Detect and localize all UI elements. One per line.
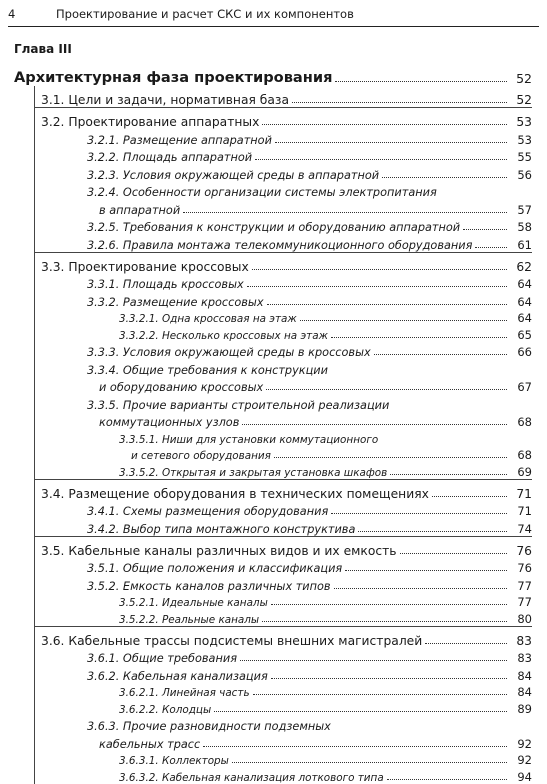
toc-entry-text: 3.1. Цели и задачи, нормативная база — [41, 93, 289, 107]
toc-entry[interactable] — [35, 342, 532, 360]
toc-entry-continuation[interactable] — [35, 446, 532, 463]
toc-dot-leader — [240, 660, 507, 661]
toc-entry-text: коммутационных узлов — [99, 416, 240, 429]
toc-entry[interactable] — [35, 129, 532, 147]
toc-entry-page: 77 — [517, 595, 532, 609]
toc-entry[interactable] — [35, 767, 532, 784]
toc-section-3-4 — [34, 480, 532, 537]
toc-entry[interactable] — [35, 558, 532, 576]
toc-dot-leader — [334, 588, 507, 589]
toc-entry[interactable] — [35, 108, 532, 129]
toc-entry-page: 83 — [516, 633, 532, 648]
toc-entry-page: 84 — [517, 685, 532, 699]
toc-dot-leader — [335, 81, 507, 82]
toc-entry-text: кабельных трасс — [99, 737, 201, 751]
toc-entry[interactable] — [35, 359, 532, 377]
toc-entry-page: 92 — [517, 753, 532, 767]
toc-entry-page: 69 — [517, 464, 532, 479]
toc-entry-page: 68 — [517, 415, 532, 429]
toc-entry[interactable] — [35, 291, 532, 309]
toc-entry-page: 77 — [517, 578, 532, 593]
toc-entry-text: в аппаратной — [99, 203, 181, 217]
toc-dot-leader — [275, 142, 507, 143]
toc-entry-text: 3.4.2. Выбор типа монтажного конструктива — [87, 522, 356, 536]
toc-entry-text: 3.6.2.2. Колодцы — [119, 703, 212, 716]
toc-dot-leader — [432, 496, 507, 497]
toc-entry[interactable] — [35, 665, 532, 683]
toc-section-3-5 — [34, 537, 532, 627]
toc-dot-leader — [232, 762, 507, 763]
toc-entry[interactable] — [35, 683, 532, 700]
toc-entry-page: 83 — [517, 651, 532, 665]
toc-entry-text: 3.2.2. Площадь аппаратной — [87, 151, 253, 164]
toc-chapter-entry[interactable] — [14, 64, 532, 86]
toc-entry-text: 3.6.1. Общие требования — [87, 652, 237, 665]
toc-entry-page: 55 — [517, 150, 532, 164]
toc-entry[interactable] — [35, 325, 532, 342]
toc-dot-leader — [262, 124, 507, 125]
toc-entry-page: 76 — [517, 561, 532, 575]
toc-dot-leader — [203, 746, 507, 747]
toc-dot-leader — [463, 229, 507, 230]
toc-dot-leader — [387, 779, 507, 780]
toc-dot-leader — [390, 474, 507, 475]
toc-entry-text: 3.5. Кабельные каналы различных видов и их емкость — [41, 543, 397, 558]
toc-dot-leader — [475, 247, 507, 248]
toc-entry-text: 3.5.2. Емкость каналов различных типов — [87, 579, 331, 593]
toc-entry[interactable] — [35, 164, 532, 182]
toc-entry-text: и сетевого оборудования — [131, 450, 271, 462]
toc-entry-page: 71 — [516, 486, 532, 501]
toc-entry[interactable] — [35, 575, 532, 593]
toc-entry-text: 3.6.3. Прочие разновидности подземных — [87, 720, 532, 733]
toc-entry[interactable] — [35, 234, 532, 252]
toc-entry-text: 3.5.2.2. Реальные каналы — [119, 613, 260, 626]
toc-entry[interactable] — [35, 751, 532, 768]
toc-entry-page: 66 — [517, 345, 532, 359]
toc-entry-text: 3.5.2.1. Идеальные каналы — [119, 597, 268, 609]
toc-entry-text: 3.6.3.2. Кабельная канализация лоткового типа — [119, 771, 384, 784]
toc-entry-page: 56 — [517, 167, 532, 182]
toc-dot-leader — [271, 604, 507, 605]
toc-dot-leader — [292, 102, 507, 103]
toc-dot-leader — [253, 694, 507, 695]
toc-entry[interactable] — [35, 480, 532, 501]
toc-entry[interactable] — [35, 394, 532, 412]
toc-entry-text: 3.3.2.2. Несколько кроссовых на этаж — [119, 329, 328, 342]
toc-dot-leader — [267, 304, 507, 305]
toc-section-3-2 — [34, 108, 532, 253]
toc-section-3-1 — [34, 86, 532, 108]
toc-dot-leader — [358, 531, 507, 532]
toc-entry-text: 3.2.1. Размещение аппаратной — [87, 133, 272, 147]
toc-entry-page: 61 — [517, 237, 532, 252]
toc-dot-leader — [400, 553, 507, 554]
toc-entry-page: 53 — [517, 132, 532, 147]
toc-entry[interactable] — [35, 593, 532, 610]
toc-entry-text: 3.2.4. Особенности организации системы электропитания — [87, 186, 532, 199]
toc-entry-text: 3.5.1. Общие положения и классификация — [87, 562, 343, 575]
page-header — [8, 4, 539, 27]
toc-entry-text: и оборудованию кроссовых — [99, 381, 264, 394]
toc-dot-leader — [214, 711, 507, 712]
toc-entry-page: 52 — [516, 93, 532, 107]
toc-entry[interactable] — [35, 648, 532, 666]
toc-entry-text: 3.6.2. Кабельная канализация — [87, 669, 268, 683]
toc-entry-page: 94 — [517, 769, 532, 784]
toc-dot-leader — [266, 389, 507, 390]
toc-entry-text: 3.4.1. Схемы размещения оборудования — [87, 505, 329, 518]
toc-dot-leader — [274, 457, 507, 458]
toc-entry[interactable] — [35, 86, 532, 107]
toc-entry[interactable] — [35, 699, 532, 716]
toc-entry-page: 64 — [517, 277, 532, 291]
toc-entry-page: 62 — [516, 259, 532, 274]
toc-entry[interactable] — [35, 627, 532, 648]
toc-entry-page: 76 — [516, 543, 532, 558]
table-of-contents — [14, 62, 532, 784]
toc-entry[interactable] — [35, 609, 532, 626]
toc-section-3-6 — [34, 627, 532, 784]
toc-entry-page: 52 — [516, 71, 532, 86]
toc-entry-text: 3.3.2.1. Одна кроссовая на этаж — [119, 313, 297, 325]
toc-entry-page: 67 — [517, 380, 532, 394]
toc-entry-text: 3.3.4. Общие требования к конструкции — [87, 364, 532, 377]
toc-entry[interactable] — [35, 217, 532, 235]
running-title: Проектирование и расчет СКС и их компонентов — [56, 7, 354, 21]
toc-dot-leader — [242, 424, 507, 425]
toc-entry-text: 3.3.5.1. Ниши для установки коммутационного — [119, 434, 532, 446]
toc-entry-text: 3.3.5.2. Открытая и закрытая установка шкафов — [119, 466, 388, 479]
toc-entry[interactable] — [35, 274, 532, 292]
toc-entry-text: 3.3.3. Условия окружающей среды в кроссовых — [87, 346, 371, 359]
toc-entry[interactable] — [35, 429, 532, 446]
toc-section-3-3 — [34, 253, 532, 480]
toc-entry-page: 71 — [517, 504, 532, 518]
toc-entry-text: 3.3.1. Площадь кроссовых — [87, 278, 244, 291]
toc-entry-page: 53 — [516, 115, 532, 129]
toc-entry-page: 64 — [517, 311, 532, 325]
toc-dot-leader — [300, 320, 507, 321]
toc-dot-leader — [382, 177, 507, 178]
toc-entry-page: 57 — [517, 202, 532, 217]
toc-entry-page: 92 — [517, 736, 532, 751]
toc-entry-text: 3.2. Проектирование аппаратных — [41, 115, 260, 129]
toc-entry-page: 74 — [517, 521, 532, 536]
page-number: 4 — [8, 7, 16, 21]
toc-entry-page: 84 — [517, 668, 532, 683]
toc-entry-text: 3.3.5. Прочие варианты строительной реализации — [87, 399, 532, 412]
toc-dot-leader — [252, 269, 507, 270]
toc-entry[interactable] — [35, 182, 532, 200]
toc-entry[interactable] — [35, 462, 532, 479]
toc-dot-leader — [331, 337, 507, 338]
toc-entry-page: 58 — [517, 220, 532, 234]
toc-entry-text: 3.6. Кабельные трассы подсистемы внешних магистралей — [41, 633, 423, 648]
toc-entry[interactable] — [35, 309, 532, 326]
toc-entry[interactable] — [35, 147, 532, 165]
toc-dot-leader — [425, 643, 507, 644]
toc-entry-text: 3.3. Проектирование кроссовых — [41, 259, 249, 274]
toc-dot-leader — [183, 212, 507, 213]
toc-entry[interactable] — [35, 518, 532, 536]
toc-entry-text: Архитектурная фаза проектирования — [14, 69, 333, 86]
toc-entry[interactable] — [35, 716, 532, 734]
toc-entry-page: 89 — [517, 701, 532, 716]
toc-entry-page: 80 — [517, 611, 532, 626]
toc-entry-text: 3.2.6. Правила монтажа телекоммуникоционного оборудования — [87, 238, 473, 252]
toc-entry-page: 64 — [517, 294, 532, 309]
toc-dot-leader — [271, 678, 507, 679]
toc-entry-continuation[interactable] — [35, 733, 532, 751]
toc-entry[interactable] — [35, 537, 532, 558]
toc-entry-text: 3.6.3.1. Коллекторы — [119, 755, 229, 767]
toc-entry-text: 3.3.2. Размещение кроссовых — [87, 295, 264, 309]
toc-entry-text: 3.6.2.1. Линейная часть — [119, 687, 250, 699]
toc-entry-page: 65 — [517, 327, 532, 342]
toc-dot-leader — [262, 621, 507, 622]
chapter-label: Глава III — [14, 42, 72, 56]
toc-dot-leader — [255, 159, 507, 160]
toc-entry[interactable] — [35, 253, 532, 274]
toc-entry[interactable] — [35, 501, 532, 519]
toc-entry-text: 3.2.5. Требования к конструкции и оборудованию аппаратной — [87, 221, 461, 234]
toc-dot-leader — [331, 513, 507, 514]
toc-entry-continuation[interactable] — [35, 199, 532, 217]
toc-entry-page: 68 — [517, 448, 532, 462]
toc-entry-continuation[interactable] — [35, 412, 532, 430]
toc-dot-leader — [247, 286, 507, 287]
toc-dot-leader — [345, 570, 507, 571]
toc-entry-text: 3.2.3. Условия окружающей среды в аппаратной — [87, 168, 380, 182]
toc-entry-text: 3.4. Размещение оборудования в технических помещениях — [41, 486, 429, 501]
toc-dot-leader — [374, 354, 507, 355]
toc-entry-continuation[interactable] — [35, 377, 532, 395]
